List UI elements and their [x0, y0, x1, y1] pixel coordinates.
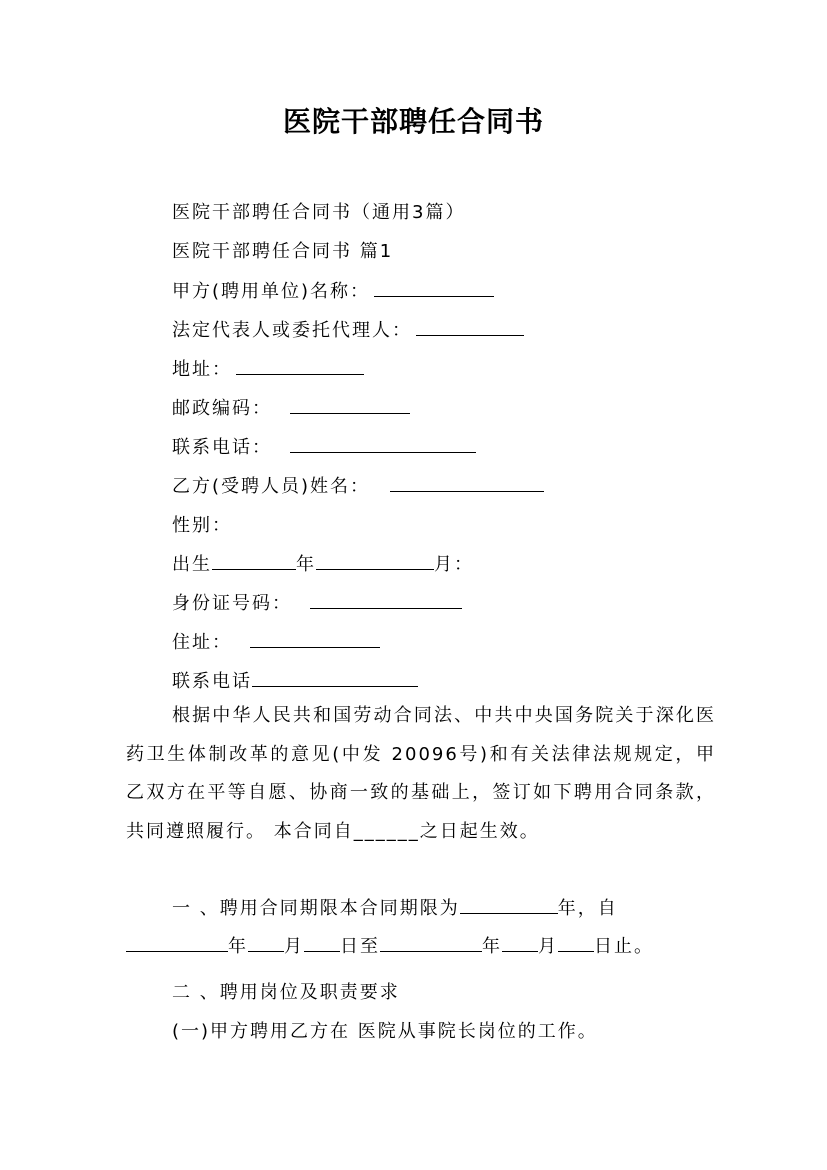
legal-rep-field — [172, 316, 524, 342]
residence-blank — [250, 631, 380, 648]
address-label: 地址： — [172, 359, 232, 380]
residence-field — [172, 628, 380, 654]
end-year-label: 年 — [482, 936, 502, 957]
party-a-name-field — [172, 277, 494, 303]
birth-year-label: 年 — [296, 554, 316, 575]
end-month-blank — [502, 933, 538, 952]
end-day-label: 日止。 — [594, 936, 654, 957]
birth-field — [172, 550, 474, 576]
legal-rep-label: 法定代表人或委托代理人： — [172, 320, 412, 341]
postcode-blank — [290, 397, 410, 414]
start-day-label: 日至 — [340, 936, 380, 957]
start-day-blank — [304, 933, 340, 952]
id-number-field — [172, 589, 462, 615]
postcode-label: 邮政编码： — [172, 398, 272, 419]
address-blank — [236, 358, 364, 375]
phone-b-field — [172, 667, 418, 693]
party-b-name-label: 乙方(受聘人员)姓名： — [172, 476, 371, 497]
phone-b-label: 联系电话 — [172, 671, 252, 692]
end-year-blank — [380, 933, 482, 952]
legal-rep-blank — [416, 319, 524, 336]
phone-a-field — [172, 433, 476, 459]
party-a-name-label: 甲方(聘用单位)名称： — [172, 281, 371, 302]
postcode-field — [172, 394, 410, 420]
address-field — [172, 355, 364, 381]
party-b-name-field — [172, 472, 544, 498]
start-year-blank — [126, 933, 228, 952]
clause-2-item-1: (一)甲方聘用乙方在 医院从事院长岗位的工作。 — [172, 1021, 598, 1042]
clause-1-line-2 — [126, 928, 726, 967]
end-day-blank — [558, 933, 594, 952]
birth-label: 出生 — [172, 554, 212, 575]
residence-label: 住址： — [172, 632, 232, 653]
birth-month-label: 月： — [434, 554, 474, 575]
phone-b-blank — [252, 670, 418, 687]
main-paragraph: 根据中华人民共和国劳动合同法、中共中央国务院关于深化医药卫生体制改革的意见(中发 20096号)和有关法律法规规定，甲乙双方在平等自愿、协商一致的基础上，签订如下聘用合同条款，共同遵照履行。 本合同自______之日起生效。 — [126, 705, 716, 842]
gender-field: 性别： — [172, 515, 232, 536]
clause-1-line-1 — [172, 890, 772, 929]
party-b-name-blank — [390, 475, 544, 492]
clause-1-years-label: 年，自 — [557, 898, 618, 919]
document-title: 医院干部聘任合同书 — [282, 105, 544, 138]
clause-1-years-blank — [460, 895, 558, 914]
id-number-blank — [310, 592, 462, 609]
subtitle-line: 医院干部聘任合同书（通用3篇） — [172, 202, 466, 223]
clause-1-text: 一 、聘用合同期限本合同期限为 — [172, 898, 460, 919]
clause-2-heading: 二 、聘用岗位及职责要求 — [172, 982, 400, 1003]
section-heading: 医院干部聘任合同书 篇1 — [172, 241, 394, 262]
end-month-label: 月 — [538, 936, 558, 957]
start-month-blank — [248, 933, 284, 952]
phone-a-blank — [290, 436, 476, 453]
birth-year-blank — [212, 553, 296, 570]
birth-month-blank — [316, 553, 434, 570]
start-month-label: 月 — [284, 936, 304, 957]
phone-a-label: 联系电话： — [172, 437, 272, 458]
id-number-label: 身份证号码： — [172, 593, 292, 614]
party-a-name-blank — [374, 280, 494, 297]
start-year-label: 年 — [228, 936, 248, 957]
